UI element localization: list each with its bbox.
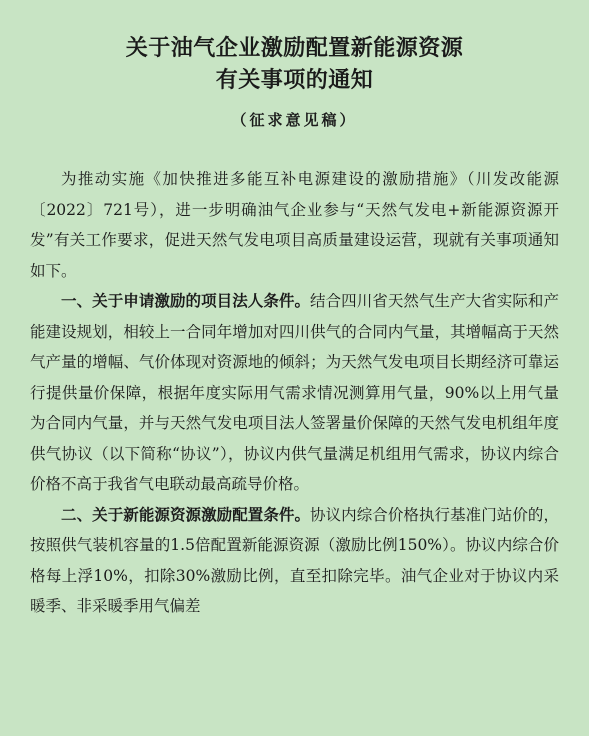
section-heading: 一、关于申请激励的项目法人条件。 [61, 291, 311, 310]
title-line-1: 关于油气企业激励配置新能源资源 [125, 35, 464, 61]
paragraph-text: 协议内综合价格执行基准门站价的，按照供气装机容量的1.5倍配置新能源资源（激励比例150%）。协议内综合价格每上浮10%，扣除30%激励比例，直至扣除完毕。油气企业对于协议内采暖季、非采暖季用气偏差 [30, 505, 559, 615]
document-subtitle: （征求意见稿） [231, 111, 358, 129]
paragraph-intro [30, 164, 559, 286]
paragraph-text: 结合四川省天然气生产大省实际和产能建设规划，相较上一合同年增加对四川供气的合同内气量，其增幅高于天然气产量的增幅、气价体现对资源地的倾斜；为天然气发电项目长期经济可靠运行提供量价保障，根据年度实际用气需求情况测算用气量，90%以上用气量为合同内气量，并与天然气发电项目法人签署量价保障的天然气发电机组年度供气协议（以下简称“协议”），协议内供气量满足机组用气需求，协议内综合价格不高于我省气电联动最高疏导价格。 [30, 292, 559, 493]
document-body [30, 164, 559, 622]
title-line-2: 有关事项的通知 [215, 67, 374, 93]
paragraph-section-1 [30, 286, 559, 500]
section-heading: 二、关于新能源资源激励配置条件。 [61, 504, 311, 524]
paragraph-section-2 [30, 500, 559, 622]
paragraph-text: 为推动实施《加快推进多能互补电源建设的激励措施》（川发改能源〔2022〕721号），进一步明确油气企业参与“天然气发电+新能源资源开发”有关工作要求，促进天然气发电项目高质量建设运营，现就有关事项通知如下。 [30, 170, 559, 280]
document-title [30, 32, 559, 96]
